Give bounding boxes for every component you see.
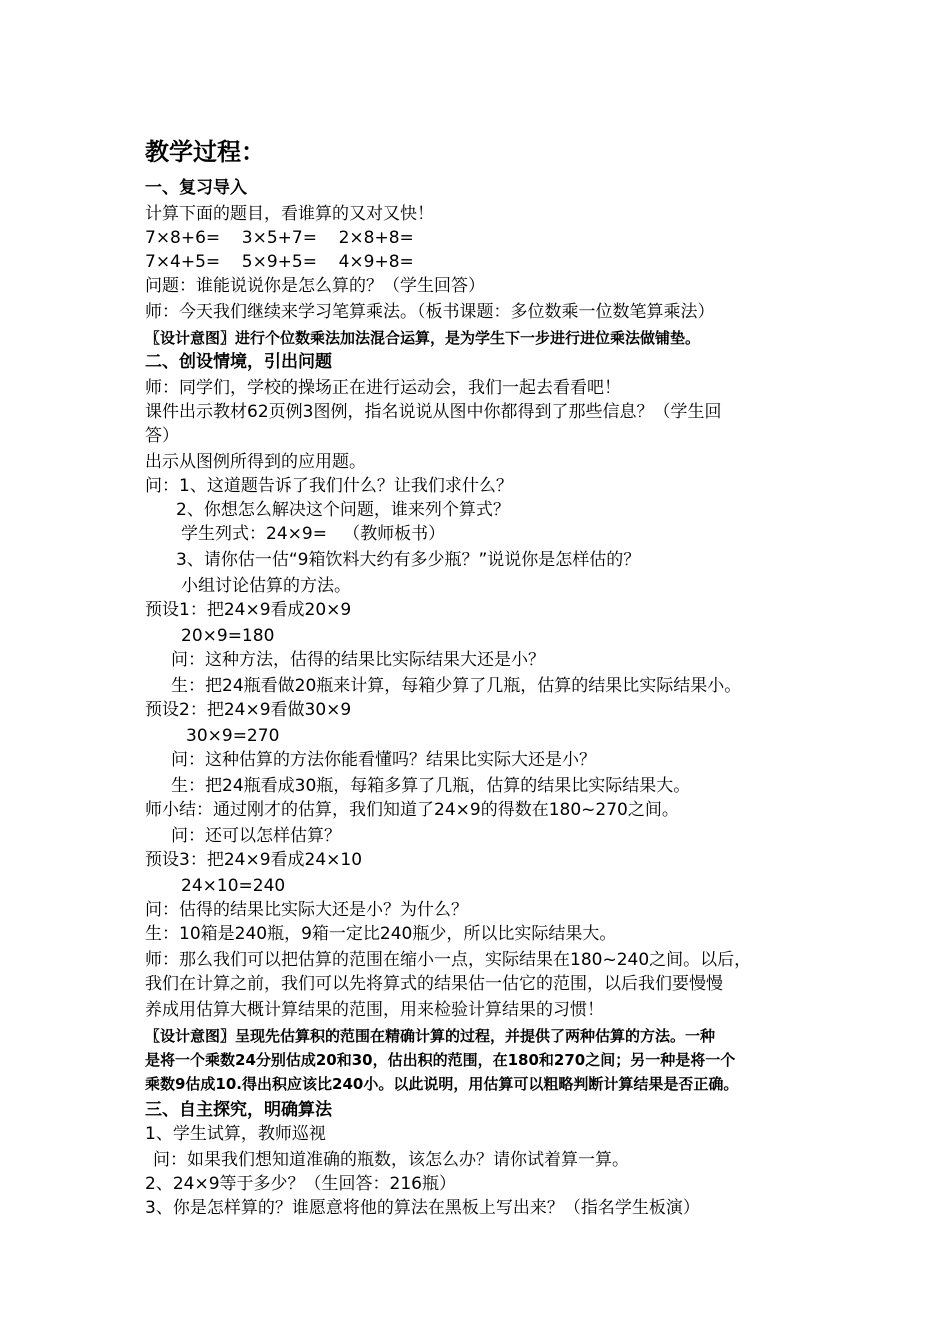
text-line: 课件出示教材62页例3图例，指名说说从图中你都得到了那些信息？（学生回: [145, 402, 722, 422]
text-line: 问：1、这道题告诉了我们什么？让我们求什么？: [145, 476, 513, 496]
text-line: 学生列式：24×9= （教师板书）: [181, 524, 446, 544]
text-line: 出示从图例所得到的应用题。: [145, 452, 366, 472]
design-intent: 〖设计意图〗进行个位数乘法加法混合运算，是为学生下一步进行进位乘法做铺垫。: [145, 329, 701, 347]
math-line: 24×10=240: [181, 876, 286, 896]
text-line: 问：还可以怎样估算？: [171, 826, 341, 846]
text-line: 生：把24瓶看做20瓶来计算，每箱少算了几瓶，估算的结果比实际结果小。: [171, 676, 742, 696]
text-line: 师小结：通过刚才的估算，我们知道了24×9的得数在180~270之间。: [145, 800, 679, 820]
math-line: 20×9=180: [181, 626, 275, 646]
text-line: 生：把24瓶看成30瓶，每箱多算了几瓶，估算的结果比实际结果大。: [171, 776, 691, 796]
text-line: 2、24×9等于多少？（生回答：216瓶）: [145, 1174, 456, 1194]
design-intent: 乘数9估成10.得出积应该比240小。以此说明，用估算可以粗略判断计算结果是否正确。: [145, 1075, 739, 1093]
text-line: 3、请你估一估“9箱饮料大约有多少瓶？”说说你是怎样估的？: [176, 550, 641, 570]
text-line: 师：同学们，学校的操场正在进行运动会，我们一起去看看吧！: [145, 378, 621, 398]
text-line: 我们在计算之前，我们可以先将算式的结果估一估它的范围，以后我们要慢慢: [145, 974, 723, 994]
text-line: 小组讨论估算的方法。: [181, 576, 351, 596]
text-line: 师：那么我们可以把估算的范围在缩小一点，实际结果在180~240之间。以后，: [145, 950, 752, 970]
text-line: 问：这种方法，估得的结果比实际结果大还是小？: [171, 650, 545, 670]
text-line: 1、学生试算，教师巡视: [145, 1124, 326, 1144]
text-line: 养成用估算大概计算结果的范围，用来检验计算结果的习惯！: [145, 1000, 604, 1020]
text-line: 问：如果我们想知道准确的瓶数，该怎么办？请你试着算一算。: [153, 1150, 629, 1170]
text-line: 3、你是怎样算的？谁愿意将他的算法在黑板上写出来？（指名学生板演）: [145, 1198, 700, 1218]
text-line: 师：今天我们继续来学习笔算乘法。（板书课题：多位数乘一位数笔算乘法）: [145, 302, 715, 322]
math-row: 7×8+6= 3×5+7= 2×8+8=: [145, 228, 414, 248]
design-intent: 〖设计意图〗呈现先估算积的范围在精确计算的过程，并提供了两种估算的方法。一种: [145, 1027, 716, 1045]
text-line: 预设2：把24×9看做30×9: [145, 700, 352, 720]
text-line: 计算下面的题目，看谁算的又对又快！: [145, 204, 434, 224]
section-3-heading: 三、自主探究，明确算法: [145, 1100, 332, 1120]
text-line: 问题：谁能说说你是怎么算的？（学生回答）: [145, 276, 485, 296]
text-line: 生：10箱是240瓶，9箱一定比240瓶少，所以比实际结果大。: [145, 924, 617, 944]
math-row: 7×4+5= 5×9+5= 4×9+8=: [145, 252, 414, 272]
text-line: 预设3：把24×9看成24×10: [145, 850, 363, 870]
math-line: 30×9=270: [186, 726, 280, 746]
text-line: 2、你想怎么解决这个问题，谁来列个算式？: [176, 500, 510, 520]
section-1-heading: 一、复习导入: [145, 178, 247, 198]
doc-title: 教学过程：: [145, 138, 265, 166]
section-2-heading: 二、创设情境，引出问题: [145, 352, 332, 372]
text-line: 问：这种估算的方法你能看懂吗？结果比实际大还是小？: [171, 750, 596, 770]
text-line: 答）: [145, 426, 179, 446]
design-intent: 是将一个乘数24分别估成20和30，估出积的范围，在180和270之间；另一种是将一个: [145, 1051, 736, 1069]
text-line: 问：估得的结果比实际大还是小？为什么？: [145, 900, 468, 920]
text-line: 预设1：把24×9看成20×9: [145, 600, 352, 620]
